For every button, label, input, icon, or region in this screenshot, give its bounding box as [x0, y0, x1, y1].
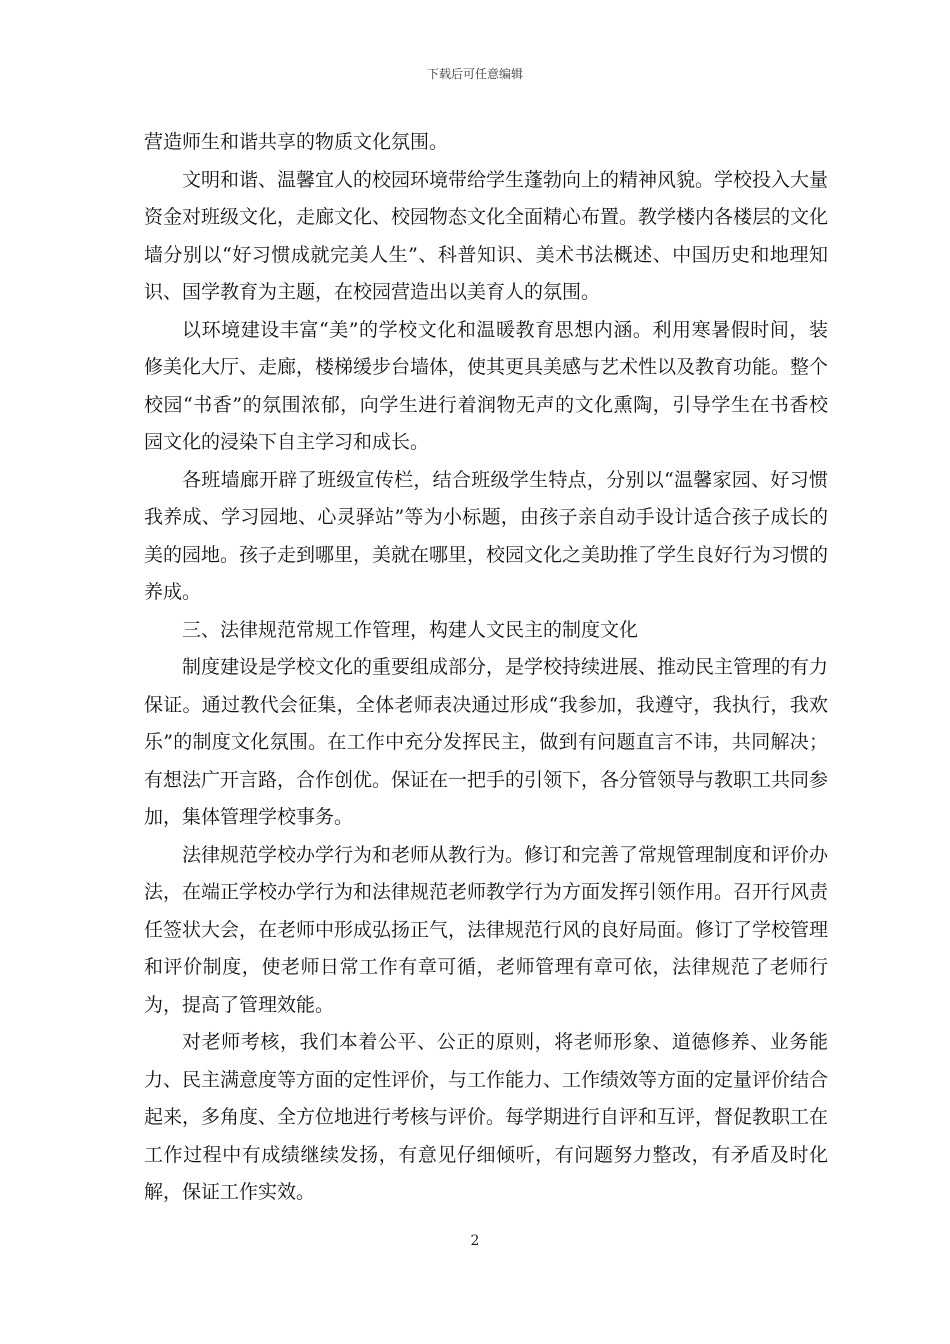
paragraph-7: 法律规范学校办学行为和老师从教行为。修订和完善了常规管理制度和评价办法，在端正学校办学行为和法律规范老师教学行为方面发挥引领作用。召开行风责任签状大会，在老师中形成弘扬正气，法律规范行风的良好局面。修订了学校管理和评价制度，使老师日常工作有章可循，老师管理有章可依，法律规范了老师行为，提高了管理效能。: [144, 843, 829, 1016]
page-header: 下载后可任意编辑: [426, 67, 523, 81]
paragraph-8: 对老师考核，我们本着公平、公正的原则，将老师形象、道德修养、业务能力、民主满意度等方面的定性评价，与工作能力、工作绩效等方面的定量评价结合起来，多角度、全方位地进行考核与评价。每学期进行自评和互评，督促教职工在工作过程中有成绩继续发扬，有意见仔细倾听，有问题努力整改，有矛盾及时化解，保证工作实效。: [144, 1031, 829, 1203]
page-number: 2: [470, 1233, 480, 1249]
paragraph-4: 各班墙廊开辟了班级宣传栏，结合班级学生特点，分别以“温馨家园、好习惯我养成、学习园地、心灵驿站”等为小标题，由孩子亲自动手设计适合孩子成长的美的园地。孩子走到哪里，美就在哪里，校园文化之美助推了学生良好行为习惯的养成。: [144, 468, 829, 603]
document-body: [144, 124, 828, 1212]
paragraph-6: 制度建设是学校文化的重要组成部分，是学校持续进展、推动民主管理的有力保证。通过教代会征集，全体老师表决通过形成“我参加，我遵守，我执行，我欢乐”的制度文化氛围。在工作中充分发挥民主，做到有问题直言不讳，共同解决；有想法广开言路，合作创优。保证在一把手的引领下，各分管领导与教职工共同参加，集体管理学校事务。: [144, 656, 829, 828]
section-heading: 三、法律规范常规工作管理，构建人文民主的制度文化: [182, 618, 639, 641]
paragraph-3: 以环境建设丰富“美”的学校文化和温暖教育思想内涵。利用寒暑假时间，装修美化大厅、走廊，楼梯缓步台墙体，使其更具美感与艺术性以及教育功能。整个校园“书香”的氛围浓郁，向学生进行着润物无声的文化熏陶，引导学生在书香校园文化的浸染下自主学习和成长。: [144, 318, 829, 453]
paragraph-1: 营造师生和谐共享的物质文化氛围。: [144, 131, 449, 153]
paragraph-2: 文明和谐、温馨宜人的校园环境带给学生蓬勃向上的精神风貌。学校投入大量资金对班级文化，走廊文化、校园物态文化全面精心布置。教学楼内各楼层的文化墙分别以“好习惯成就完美人生”、科普知识、美术书法概述、中国历史和地理知识、国学教育为主题，在校园营造出以美育人的氛围。: [144, 168, 829, 303]
